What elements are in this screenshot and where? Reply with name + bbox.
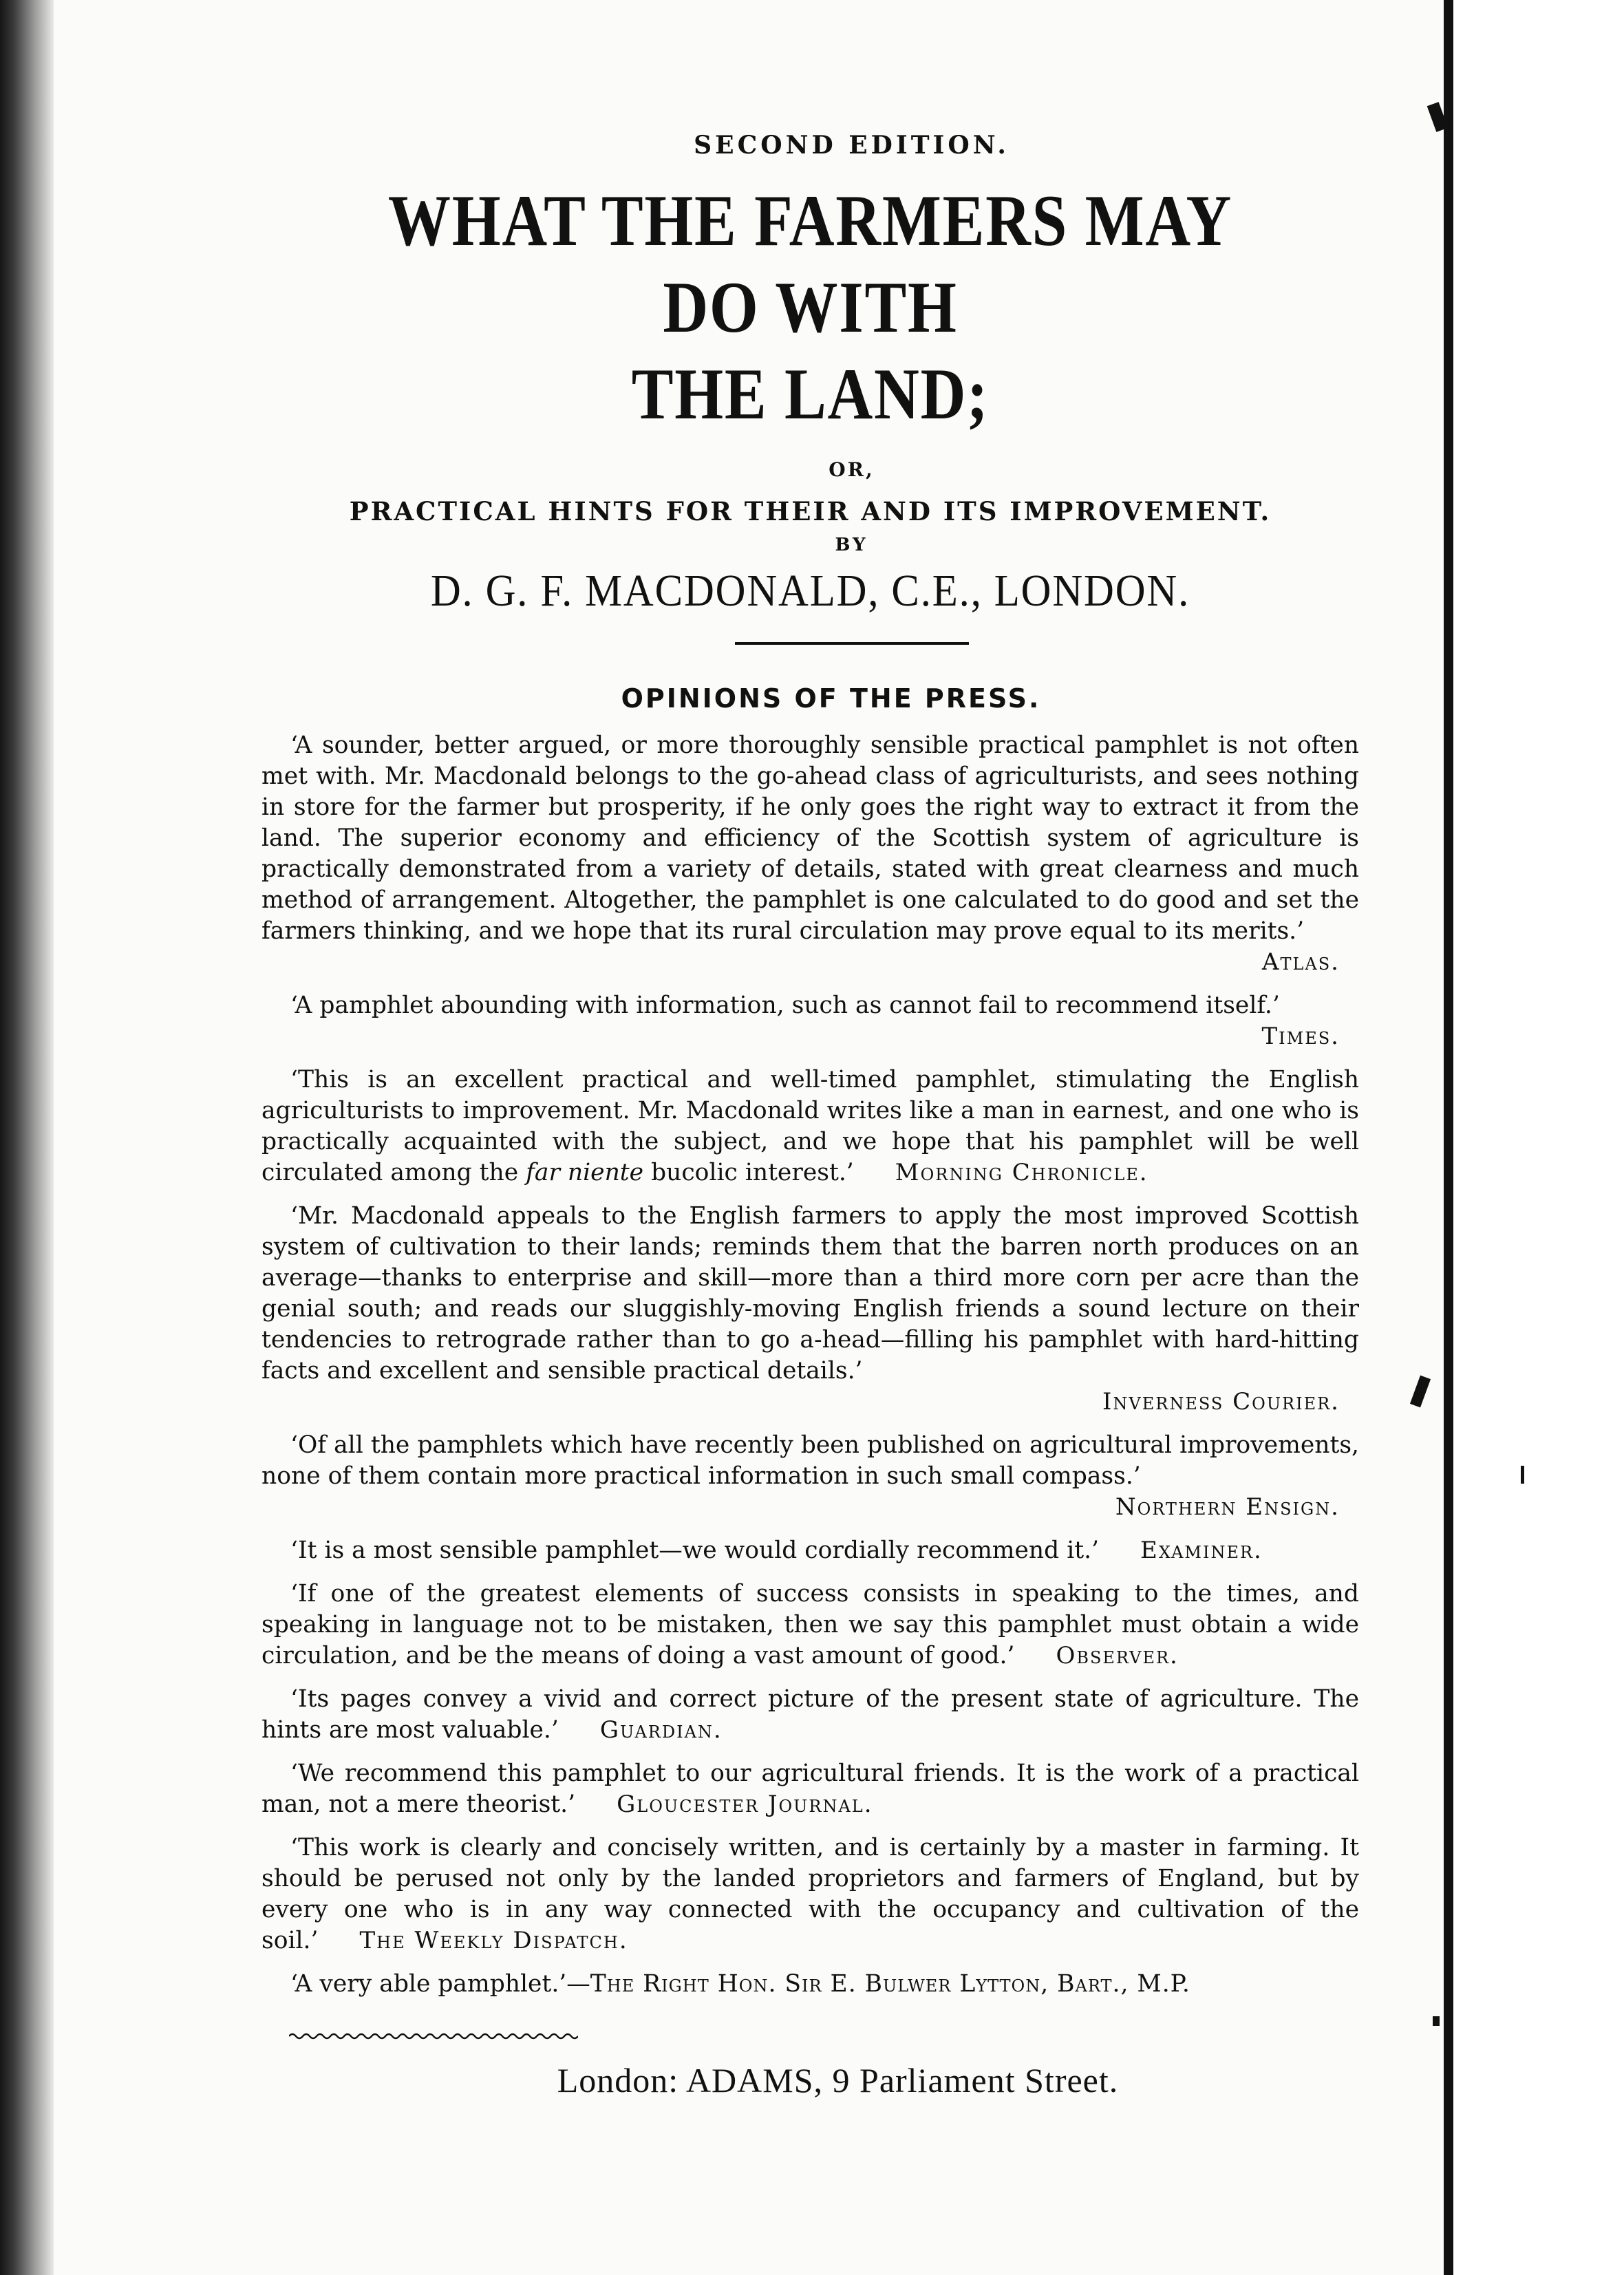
review-text: ‘Of all the pamphlets which have recently been published on agricultural improvements, none of them contain more practical information in such small compass.’ xyxy=(261,1431,1359,1490)
review-northern-ensign xyxy=(261,1430,1359,1523)
review-observer xyxy=(261,1579,1359,1671)
review-source: Observer. xyxy=(1056,1642,1179,1669)
review-inverness-courier xyxy=(261,1201,1359,1418)
review-source: Gloucester Journal. xyxy=(617,1791,873,1818)
book-subtitle: PRACTICAL HINTS FOR THEIR AND ITS IMPROVEMENT. xyxy=(349,496,1272,526)
review-source: The Right Hon. Sir E. Bulwer Lytton, Bart., M.P. xyxy=(590,1970,1190,1998)
binding-shadow xyxy=(0,0,54,2275)
review-text: ‘A sounder, better argued, or more thoroughly sensible practical pamphlet is not often met with. Mr. Macdonald belongs to the go-ahead class of agriculturists, and sees nothing in store for the farmer but prosperity, if he only goes the right way to extract it from the land. The superior economy and efficiency of the Scottish system of agriculture is practically demonstrated from a variety of details, stated with great clearness and much method of arrangement. Altogether, the pamphlet is one calculated to do good and set the farmers thinking, and we hope that its rural circulation may prove equal to its merits.’ xyxy=(261,731,1359,945)
by-label: BY xyxy=(835,535,868,555)
title-line-2: THE LAND; xyxy=(631,354,990,434)
review-source: Examiner. xyxy=(1140,1537,1263,1564)
publisher-imprint: London: ADAMS, 9 Parliament Street. xyxy=(557,2061,1119,2100)
review-text: ‘We recommend this pamphlet to our agricultural friends. It is the work of a practical man, not a mere theorist.’ xyxy=(261,1760,1359,1818)
review-text: ‘This is an excellent practical and well-timed pamphlet, stimulating the English agriculturists to improvement. Mr. Macdonald writes like a man in earnest, and one who is practically acquainted with the subject, and we hope that his pamphlet will be well circulated among the xyxy=(261,1066,1359,1186)
or-label: OR, xyxy=(829,458,875,481)
review-text: ‘If one of the greatest elements of success consists in speaking to the times, and speaking in language not to be mistaken, then we say this pamphlet must obtain a wide circulation, and be the means of doing a vast amount of good.’ xyxy=(261,1580,1359,1669)
review-source: Times. xyxy=(1261,1023,1340,1050)
review-atlas xyxy=(261,730,1359,978)
ink-speck xyxy=(1410,1376,1431,1408)
review-source: Guardian. xyxy=(599,1716,723,1744)
review-italic-phrase: far niente xyxy=(526,1159,644,1186)
review-guardian xyxy=(261,1684,1359,1746)
review-source: Inverness Courier. xyxy=(1102,1388,1340,1416)
review-text: ‘Mr. Macdonald appeals to the English farmers to apply the most improved Scottish system of cultivation to their lands; reminds them that the barren north produces on an average—thanks to enterprise and skill—more than a third more corn per acre than the genial south; and reads our sluggishly-moving English friends a sound lecture on their tendencies to retrograde rather than to go a-head—filling his pamphlet with hard-hitting facts and excellent and sensible practical details.’ xyxy=(261,1202,1359,1385)
author-line: D. G. F. MACDONALD, C.E., LONDON. xyxy=(430,566,1190,616)
review-source: The Weekly Dispatch. xyxy=(359,1927,628,1954)
ink-speck xyxy=(1433,2016,1440,2026)
review-text: ‘It is a most sensible pamphlet—we would cordially recommend it.’ xyxy=(290,1537,1100,1564)
review-text: ‘A very able pamphlet.’— xyxy=(290,1970,590,1998)
wavy-divider xyxy=(289,2031,578,2041)
ink-speck xyxy=(1521,1466,1524,1484)
margin-strip xyxy=(1453,0,1624,2275)
divider-rule xyxy=(735,642,969,645)
review-text-end: bucolic interest.’ xyxy=(643,1159,854,1186)
review-times xyxy=(261,990,1359,1052)
review-bulwer-lytton xyxy=(261,1969,1359,2000)
review-examiner xyxy=(261,1535,1359,1566)
page-edge-rule xyxy=(1444,0,1453,2275)
edition-label: SECOND EDITION. xyxy=(694,131,1009,160)
review-source: Atlas. xyxy=(1261,948,1340,976)
press-heading: OPINIONS OF THE PRESS. xyxy=(621,683,1041,714)
review-weekly-dispatch xyxy=(261,1833,1359,1956)
review-text: ‘A pamphlet abounding with information, such as cannot fail to recommend itself.’ xyxy=(290,992,1280,1019)
review-gloucester-journal xyxy=(261,1758,1359,1820)
title-line-1: WHAT THE FARMERS MAY DO WITH xyxy=(387,180,1233,348)
review-text: ‘Its pages convey a vivid and correct picture of the present state of agriculture. The hints are most valuable.’ xyxy=(261,1685,1359,1744)
review-source: Morning Chronicle. xyxy=(895,1159,1148,1186)
review-morning-chronicle xyxy=(261,1065,1359,1188)
press-reviews xyxy=(261,730,1359,2000)
book-title xyxy=(339,178,1283,438)
review-source: Northern Ensign. xyxy=(1115,1493,1340,1521)
title-page-content xyxy=(261,131,1359,2100)
review-text: ‘This work is clearly and concisely written, and is certainly by a master in farming. It should be perused not only by the landed proprietors and farmers of England, but by every one who is in any way connected with the occupancy and cultivation of the soil.’ xyxy=(261,1834,1359,1954)
